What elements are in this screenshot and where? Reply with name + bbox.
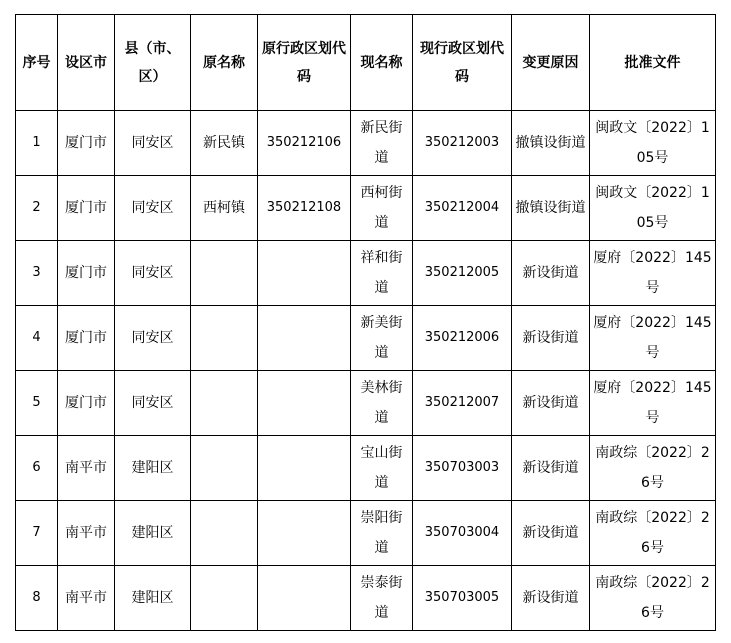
cell-old-name	[191, 371, 258, 436]
cell-new-code: 350703003	[413, 436, 512, 501]
header-document: 批准文件	[590, 15, 716, 111]
cell-index: 5	[16, 371, 58, 436]
cell-document: 南政综〔2022〕26号	[590, 501, 716, 566]
cell-index: 8	[16, 566, 58, 631]
cell-old-code	[258, 566, 351, 631]
cell-new-code: 350703004	[413, 501, 512, 566]
table-row	[16, 566, 716, 631]
cell-old-name	[191, 566, 258, 631]
cell-city: 厦门市	[58, 111, 115, 176]
cell-index: 3	[16, 241, 58, 306]
header-new-code: 现行政区划代码	[413, 15, 512, 111]
cell-new-code: 350212007	[413, 371, 512, 436]
table-row	[16, 436, 716, 501]
cell-new-name: 新民街道	[351, 111, 413, 176]
cell-index: 6	[16, 436, 58, 501]
cell-new-name: 崇泰街道	[351, 566, 413, 631]
cell-new-name: 祥和街道	[351, 241, 413, 306]
cell-county: 建阳区	[115, 436, 191, 501]
cell-new-code: 350212005	[413, 241, 512, 306]
cell-document: 南政综〔2022〕26号	[590, 566, 716, 631]
cell-city: 南平市	[58, 566, 115, 631]
header-index: 序号	[16, 15, 58, 111]
cell-county: 建阳区	[115, 566, 191, 631]
cell-city: 南平市	[58, 501, 115, 566]
cell-new-code: 350212006	[413, 306, 512, 371]
header-old-code: 原行政区划代码	[258, 15, 351, 111]
cell-reason: 新设街道	[512, 436, 590, 501]
cell-new-code: 350212003	[413, 111, 512, 176]
cell-old-code: 350212106	[258, 111, 351, 176]
cell-county: 同安区	[115, 111, 191, 176]
header-reason: 变更原因	[512, 15, 590, 111]
table-row	[16, 306, 716, 371]
cell-document: 厦府〔2022〕145号	[590, 306, 716, 371]
cell-old-name	[191, 436, 258, 501]
cell-county: 同安区	[115, 176, 191, 241]
cell-new-name: 西柯街道	[351, 176, 413, 241]
cell-city: 南平市	[58, 436, 115, 501]
header-row	[16, 15, 716, 111]
cell-reason: 新设街道	[512, 306, 590, 371]
cell-county: 建阳区	[115, 501, 191, 566]
header-new-name: 现名称	[351, 15, 413, 111]
cell-reason: 新设街道	[512, 371, 590, 436]
cell-old-code	[258, 306, 351, 371]
cell-old-name: 新民镇	[191, 111, 258, 176]
cell-new-code: 350212004	[413, 176, 512, 241]
table-row	[16, 111, 716, 176]
cell-city: 厦门市	[58, 241, 115, 306]
cell-old-code: 350212108	[258, 176, 351, 241]
header-city: 设区市	[58, 15, 115, 111]
cell-document: 南政综〔2022〕26号	[590, 436, 716, 501]
cell-old-name: 西柯镇	[191, 176, 258, 241]
header-county: 县（市、区）	[115, 15, 191, 111]
cell-new-name: 美林街道	[351, 371, 413, 436]
cell-index: 4	[16, 306, 58, 371]
cell-document: 闽政文〔2022〕105号	[590, 111, 716, 176]
cell-old-code	[258, 436, 351, 501]
cell-reason: 新设街道	[512, 566, 590, 631]
cell-old-code	[258, 241, 351, 306]
cell-document: 厦府〔2022〕145号	[590, 371, 716, 436]
cell-city: 厦门市	[58, 176, 115, 241]
cell-index: 1	[16, 111, 58, 176]
cell-document: 闽政文〔2022〕105号	[590, 176, 716, 241]
cell-new-code: 350703005	[413, 566, 512, 631]
division-change-table	[15, 14, 716, 631]
cell-county: 同安区	[115, 371, 191, 436]
cell-reason: 撤镇设街道	[512, 111, 590, 176]
cell-new-name: 新美街道	[351, 306, 413, 371]
cell-county: 同安区	[115, 306, 191, 371]
table-row	[16, 176, 716, 241]
cell-reason: 新设街道	[512, 241, 590, 306]
header-old-name: 原名称	[191, 15, 258, 111]
cell-document: 厦府〔2022〕145号	[590, 241, 716, 306]
cell-reason: 新设街道	[512, 501, 590, 566]
cell-old-code	[258, 371, 351, 436]
table-row	[16, 241, 716, 306]
cell-city: 厦门市	[58, 306, 115, 371]
cell-index: 2	[16, 176, 58, 241]
cell-old-name	[191, 501, 258, 566]
table-row	[16, 501, 716, 566]
cell-county: 同安区	[115, 241, 191, 306]
cell-city: 厦门市	[58, 371, 115, 436]
table-row	[16, 371, 716, 436]
cell-reason: 撤镇设街道	[512, 176, 590, 241]
cell-new-name: 宝山街道	[351, 436, 413, 501]
cell-old-code	[258, 501, 351, 566]
cell-new-name: 崇阳街道	[351, 501, 413, 566]
cell-index: 7	[16, 501, 58, 566]
cell-old-name	[191, 241, 258, 306]
cell-old-name	[191, 306, 258, 371]
